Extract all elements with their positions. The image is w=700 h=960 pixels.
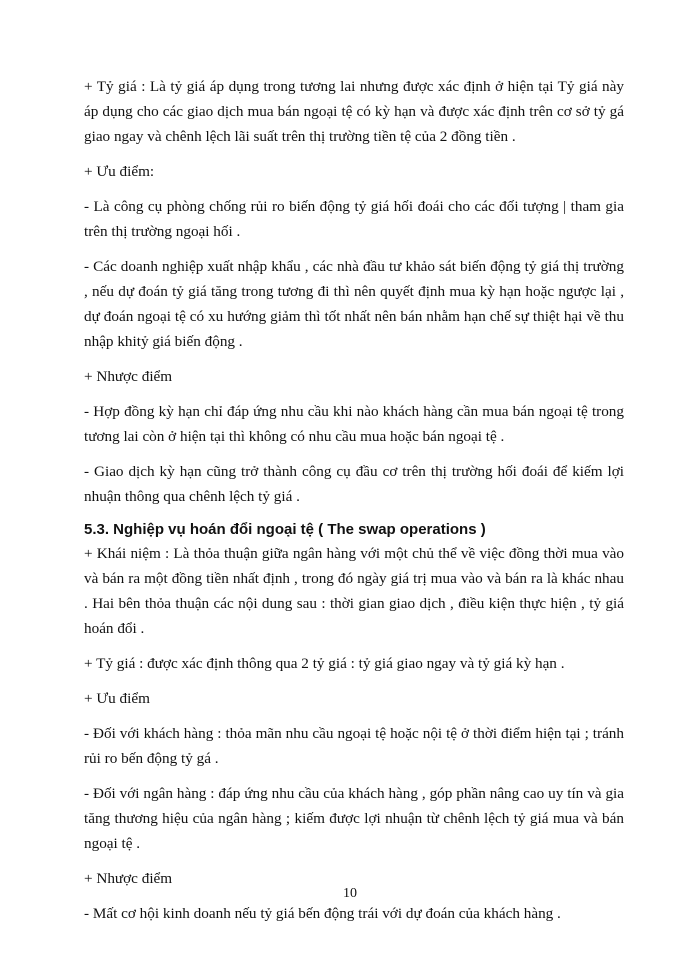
page-body bbox=[84, 74, 624, 926]
paragraph-disadvantages-label: + Nhược điểm bbox=[84, 368, 173, 385]
paragraph-swap-advantage-bank: - Đối với ngân hàng : đáp ứng nhu cầu của khách hàng , góp phần nâng cao uy tín và gia tăng thương hiệu của ngân hàng ; kiếm được lợi nhuận từ chênh lệch tỷ giá mua và bán ngoại tệ . bbox=[84, 785, 624, 852]
paragraph-disadvantage-needs: - Hợp đồng kỳ hạn chỉ đáp ứng nhu cầu khi nào khách hàng cần mua bán ngoại tệ trong tương lai còn ở hiện tại thì không có nhu cầu mua hoặc bán ngoại tệ . bbox=[84, 403, 624, 445]
paragraph-forward-rate: + Tỷ giá : Là tỷ giá áp dụng trong tương lai nhưng được xác định ở hiện tại Tỷ giá này áp dụng cho các giao dịch mua bán ngoại tệ có kỳ hạn và được xác định trên cơ sở tỷ gá giao ngay và chênh lệch lãi suất trên thị trường tiền tệ của 2 đồng tiền . bbox=[84, 78, 624, 145]
page-number: 10 bbox=[343, 886, 357, 901]
paragraph-swap-disadvantages-label: + Nhược điểm bbox=[84, 870, 173, 887]
paragraph-advantage-hedging: - Là công cụ phòng chống rủi ro biến động tỷ giá hối đoái cho các đối tượng | tham gia trên thị trường ngoại hối . bbox=[84, 198, 624, 240]
paragraph-swap-concept: + Khái niệm : Là thỏa thuận giữa ngân hàng với một chủ thể về việc đồng thời mua vào và bán ra một đồng tiền nhất định , trong đó ngày giá trị mua vào và bán ra là khác nhau . Hai bên thỏa thuận các nội dung sau : thời gian giao dịch , điều kiện thực hiện , tỷ giá hoán đổi . bbox=[84, 545, 624, 637]
paragraph-advantages-label: + Ưu điểm: bbox=[84, 163, 155, 180]
paragraph-swap-rate: + Tỷ giá : được xác định thông qua 2 tỷ giá : tỷ giá giao ngay và tỷ giá kỳ hạn . bbox=[84, 655, 565, 672]
section-heading: 5.3. Nghiệp vụ hoán đổi ngoại tệ ( The swap operations ) bbox=[84, 521, 486, 538]
paragraph-swap-disadvantage: - Mất cơ hội kinh doanh nếu tỷ giá bến động trái với dự đoán của khách hàng . bbox=[84, 905, 561, 922]
paragraph-swap-advantages-label: + Ưu điểm bbox=[84, 690, 150, 707]
paragraph-disadvantage-speculation: - Giao dịch kỳ hạn cũng trở thành công cụ đầu cơ trên thị trường hối đoái để kiếm lợi nhuận thông qua chênh lệch tỷ giá . bbox=[84, 463, 624, 505]
paragraph-swap-advantage-customers: - Đối với khách hàng : thỏa mãn nhu cầu ngoại tệ hoặc nội tệ ở thời điểm hiện tại ; tránh rủi ro bến động tỷ gá . bbox=[84, 725, 624, 767]
paragraph-advantage-exporters: - Các doanh nghiệp xuất nhập khẩu , các nhà đầu tư khảo sát biến động tỷ giá thị trường , nếu dự đoán tỷ giá tăng trong tương đi thì nên quyết định mua kỳ hạn hoặc ngược lại , dự đoán ngoại tệ có xu hướng giảm thì tốt nhất nên bán nhằm hạn chế sự thiệt hại về thu nhập khitỷ giá biến động . bbox=[84, 258, 624, 350]
